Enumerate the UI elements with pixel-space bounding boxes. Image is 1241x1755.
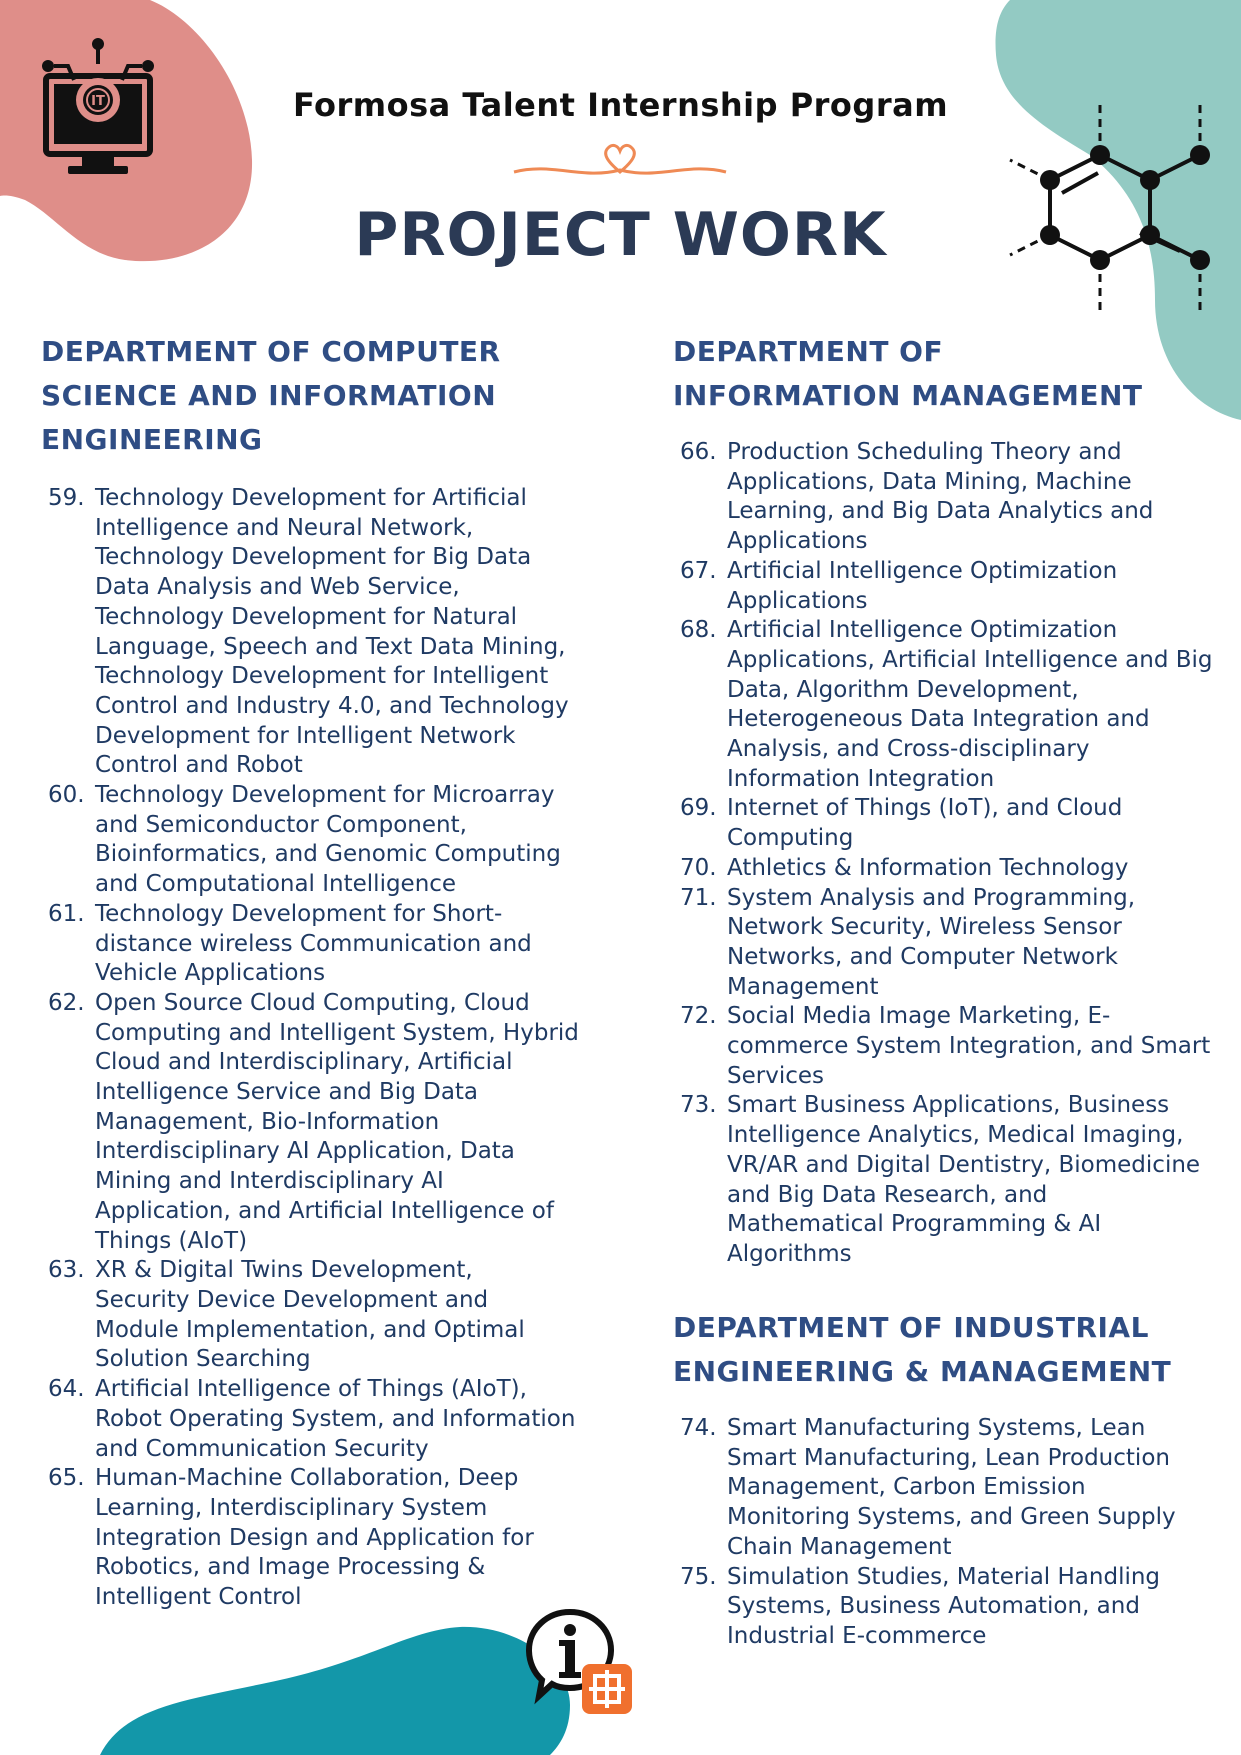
project-line: Applications, Artificial Intelligence and Big <box>727 646 1213 673</box>
project-line: Information Integration <box>727 765 995 792</box>
dept-heading-csie <box>41 330 601 462</box>
project-number: 65. <box>48 1465 85 1492</box>
project-item <box>40 484 620 781</box>
project-text <box>95 781 620 900</box>
project-text <box>727 1002 1232 1091</box>
project-line: Mining and Interdisciplinary AI <box>95 1168 444 1195</box>
project-number: 72. <box>680 1003 717 1030</box>
project-line: Smart Business Applications, Business <box>727 1092 1170 1119</box>
project-item <box>40 1256 620 1375</box>
project-line: Monitoring Systems, and Green Supply <box>727 1504 1176 1531</box>
project-number: 75. <box>680 1563 717 1590</box>
project-item <box>672 557 1232 616</box>
project-line: Technology Development for Microarray <box>95 782 555 809</box>
project-line: Vehicle Applications <box>95 960 326 987</box>
project-list-iem <box>672 1414 1232 1652</box>
project-item <box>672 1414 1232 1563</box>
project-line: System Analysis and Programming, <box>727 884 1136 911</box>
project-line: Control and Industry 4.0, and Technology <box>95 692 569 719</box>
project-item <box>40 1464 620 1613</box>
project-number: 61. <box>48 900 85 927</box>
project-line: Technology Development for Big Data <box>95 544 532 571</box>
project-line: Management, Carbon Emission <box>727 1474 1086 1501</box>
project-line: Integration Design and Application for <box>95 1524 534 1551</box>
project-line: Interdisciplinary AI Application, Data <box>95 1138 515 1165</box>
project-line: Applications, Data Mining, Machine <box>727 468 1132 495</box>
project-list-im <box>672 438 1232 1270</box>
project-line: Mathematical Programming & AI <box>727 1211 1102 1238</box>
project-line: Bioinformatics, and Genomic Computing <box>95 841 561 868</box>
project-line: Algorithms <box>727 1240 852 1267</box>
project-line: Simulation Studies, Material Handling <box>727 1563 1161 1590</box>
heading-line: DEPARTMENT OF COMPUTER <box>41 335 501 368</box>
project-line: Robotics, and Image Processing & <box>95 1554 486 1581</box>
program-title: Formosa Talent Internship Program <box>292 86 949 124</box>
project-text <box>95 1375 620 1464</box>
project-number: 62. <box>48 989 85 1016</box>
project-line: Artificial Intelligence Optimization <box>727 557 1118 584</box>
project-number: 60. <box>48 782 85 809</box>
project-number: 64. <box>48 1376 85 1403</box>
heading-line: DEPARTMENT OF <box>673 335 944 368</box>
project-line: Language, Speech and Text Data Mining, <box>95 633 566 660</box>
project-line: Networks, and Computer Network <box>727 943 1118 970</box>
project-number: 73. <box>680 1092 717 1119</box>
project-line: Management, Bio-Information <box>95 1108 440 1135</box>
heart-divider-icon <box>512 140 728 186</box>
project-number: 63. <box>48 1257 85 1284</box>
project-item <box>672 438 1232 557</box>
project-text <box>727 854 1232 884</box>
project-text <box>727 557 1232 616</box>
project-line: Artificial Intelligence Optimization <box>727 617 1118 644</box>
project-line: VR/AR and Digital Dentistry, Biomedicine <box>727 1151 1201 1178</box>
project-line: Artificial Intelligence of Things (AIoT), <box>95 1376 527 1403</box>
project-line: Intelligence Service and Big Data <box>95 1079 479 1106</box>
project-line: Open Source Cloud Computing, Cloud <box>95 989 530 1016</box>
project-text <box>727 1414 1232 1563</box>
project-text <box>727 884 1232 1003</box>
project-line: Technology Development for Artificial <box>95 485 527 511</box>
project-line: Control and Robot <box>95 752 303 779</box>
project-item <box>40 1375 620 1464</box>
project-line: Technology Development for Short- <box>95 900 503 927</box>
project-number: 59. <box>48 485 85 511</box>
project-number: 69. <box>680 795 717 822</box>
project-text <box>727 616 1232 794</box>
project-item <box>40 781 620 900</box>
project-line: Industrial E-commerce <box>727 1622 987 1649</box>
project-text <box>95 484 620 781</box>
project-line: Module Implementation, and Optimal <box>95 1316 525 1343</box>
heading-line: ENGINEERING <box>41 423 263 456</box>
project-line: and Semiconductor Component, <box>95 811 467 838</box>
project-line: Intelligent Control <box>95 1584 302 1611</box>
project-line: Technology Development for Intelligent <box>95 663 549 690</box>
project-line: Network Security, Wireless Sensor <box>727 914 1122 941</box>
project-list-csie <box>40 484 620 1613</box>
project-line: Management <box>727 973 879 1000</box>
project-item <box>672 1563 1232 1652</box>
project-line: Social Media Image Marketing, E- <box>727 1003 1111 1030</box>
project-line: Production Scheduling Theory and <box>727 439 1122 465</box>
project-line: Technology Development for Natural <box>95 603 518 630</box>
project-item <box>672 1091 1232 1269</box>
project-line: Heterogeneous Data Integration and <box>727 706 1150 733</box>
project-line: distance wireless Communication and <box>95 930 532 957</box>
svg-text:IT: IT <box>91 94 105 109</box>
project-line: Applications <box>727 587 868 614</box>
project-item <box>672 616 1232 794</box>
project-item <box>672 884 1232 1003</box>
project-line: Things (AIoT) <box>95 1227 248 1254</box>
project-text <box>727 794 1232 853</box>
project-text <box>95 1256 620 1375</box>
project-line: Data Analysis and Web Service, <box>95 574 460 601</box>
project-line: Security Device Development and <box>95 1286 489 1313</box>
project-line: Computing <box>727 825 854 852</box>
page-title: PROJECT WORK <box>354 200 887 270</box>
dept-heading-im <box>673 330 1233 418</box>
info-chat-icon <box>525 1608 635 1718</box>
project-line: and Communication Security <box>95 1435 429 1462</box>
project-item <box>672 1002 1232 1091</box>
project-line: Learning, Interdisciplinary System <box>95 1494 488 1521</box>
project-line: Applications <box>727 528 868 555</box>
project-line: Internet of Things (IoT), and Cloud <box>727 795 1123 822</box>
project-line: Athletics & Information Technology <box>727 854 1129 881</box>
project-line: commerce System Integration, and Smart <box>727 1033 1211 1060</box>
project-line: Human-Machine Collaboration, Deep <box>95 1465 519 1492</box>
project-text <box>727 1563 1232 1652</box>
project-number: 66. <box>680 439 717 465</box>
project-line: Computing and Intelligent System, Hybrid <box>95 1019 579 1046</box>
project-line: Cloud and Interdisciplinary, Artificial <box>95 1049 513 1076</box>
project-line: Application, and Artificial Intelligence of <box>95 1197 554 1224</box>
project-line: Systems, Business Automation, and <box>727 1593 1140 1620</box>
project-line: Services <box>727 1062 824 1089</box>
project-number: 74. <box>680 1415 717 1441</box>
project-line: Robot Operating System, and Information <box>95 1405 576 1432</box>
project-line: Development for Intelligent Network <box>95 722 516 749</box>
heading-line: INFORMATION MANAGEMENT <box>673 379 1143 412</box>
dept-heading-iem <box>673 1306 1233 1394</box>
project-item <box>672 854 1232 884</box>
project-line: Data, Algorithm Development, <box>727 676 1079 703</box>
project-line: Smart Manufacturing, Lean Production <box>727 1444 1170 1471</box>
project-item <box>40 989 620 1256</box>
project-item <box>672 794 1232 853</box>
heading-line: SCIENCE AND INFORMATION <box>41 379 497 412</box>
heading-line: DEPARTMENT OF INDUSTRIAL <box>673 1311 1149 1344</box>
project-line: Learning, and Big Data Analytics and <box>727 498 1154 525</box>
project-line: XR & Digital Twins Development, <box>95 1257 473 1284</box>
project-line: Solution Searching <box>95 1346 311 1373</box>
project-line: Smart Manufacturing Systems, Lean <box>727 1415 1146 1441</box>
project-text <box>727 438 1232 557</box>
project-text <box>95 900 620 989</box>
project-line: Intelligence and Neural Network, <box>95 514 474 541</box>
project-number: 70. <box>680 854 717 881</box>
project-number: 71. <box>680 884 717 911</box>
project-line: and Computational Intelligence <box>95 871 457 898</box>
project-line: and Big Data Research, and <box>727 1181 1048 1208</box>
project-line: Chain Management <box>727 1533 952 1560</box>
project-line: Analysis, and Cross-disciplinary <box>727 736 1090 763</box>
heading-line: ENGINEERING & MANAGEMENT <box>673 1355 1172 1388</box>
project-text <box>95 1464 620 1613</box>
project-line: Intelligence Analytics, Medical Imaging, <box>727 1122 1184 1149</box>
blue-blob-decoration <box>100 1625 580 1755</box>
project-number: 67. <box>680 557 717 584</box>
project-item <box>40 900 620 989</box>
project-text <box>95 989 620 1256</box>
project-text <box>727 1091 1232 1269</box>
project-number: 68. <box>680 617 717 644</box>
